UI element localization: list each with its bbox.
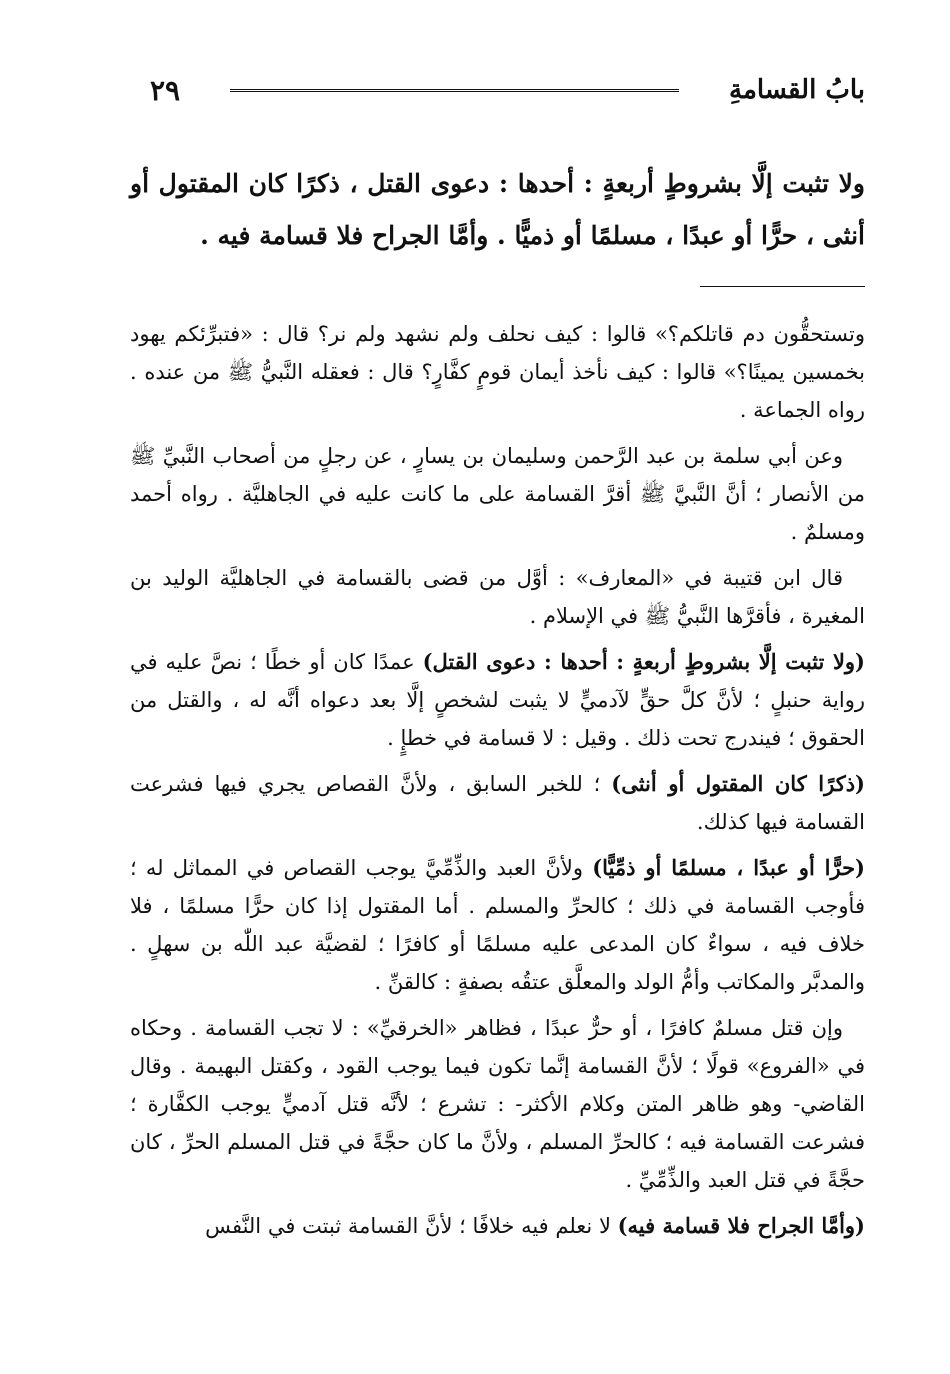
commentary-paragraph-5	[130, 765, 865, 841]
commentary-paragraph-1: وتستحقُّون دم قاتلكم؟» قالوا : كيف نحلف ولم نشهد ولم نر؟ قال : «فتبرِّئكم يهود بخمسين يمينًا؟» قالوا : كيف نأخذ أيمان قومٍ كفَّارٍ؟ قال : فعقله النَّبيُّ ﷺ من عنده . رواه الجماعة .	[130, 322, 865, 422]
matn-text: ولا تثبت إلَّا بشروطٍ أربعةٍ : أحدها : دعوى القتل ، ذكرًا كان المقتول أو أنثى ، حرًّا أو عبدًا ، مسلمًا أو ذميًّا . وأمَّا الجراح فلا قسامة فيه .	[130, 169, 865, 250]
quoted-matn: (ولا تثبت إلَّا بشروطٍ أربعةٍ : أحدها : دعوى القتل)	[422, 649, 865, 674]
quoted-matn: (حرًّا أو عبدًا ، مسلمًا أو ذمِّيًّا)	[592, 855, 865, 880]
commentary-paragraph-7: وإن قتل مسلمٌ كافرًا ، أو حرٌّ عبدًا ، فظاهر «الخرقيِّ» : لا تجب القسامة . وحكاه في «الفروع» قولًا ؛ لأنَّ القسامة إنَّما تكون فيما يوجب القود ، وكقتل البهيمة . وقال القاضي- وهو ظاهر المتن وكلام الأكثر- : تشرع ؛ لأنَّه قتل آدميٍّ يوجب الكفَّارة ؛ فشرعت القسامة فيه ؛ كالحرِّ المسلم ، ولأنَّ ما كان حجَّةً في قتل المسلم الحرِّ ، كان حجَّةً في قتل العبد والذِّمِّيِّ .	[130, 1016, 865, 1192]
footnote-separator	[700, 286, 865, 287]
commentary-paragraph-4	[130, 643, 865, 757]
commentary	[130, 315, 865, 1253]
running-title: بابُ القسامةِ	[729, 75, 865, 105]
header-rule	[230, 89, 679, 92]
quoted-matn: (وأمَّا الجراح فلا قسامة فيه)	[617, 1213, 865, 1238]
quoted-matn: (ذكرًا كان المقتول أو أنثى)	[611, 771, 865, 796]
commentary-paragraph-8	[130, 1207, 865, 1245]
paragraph-text: عمدًا كان أو خطًا ؛ نصَّ عليه في رواية حنبلٍ ؛ لأنَّ كلَّ حقٍّ لآدميٍّ لا يثبت لشخصٍ إلَّا بعد دعواه أنَّه له ، والقتل من الحقوق ؛ فيندرج تحت ذلك . وقيل : لا قسامة في خطإٍ .	[130, 650, 865, 750]
page-header	[150, 70, 865, 110]
paragraph-text: ؛ للخبر السابق ، ولأنَّ القصاص يجري فيها فشرعت القسامة فيها كذلك.	[130, 772, 865, 834]
paragraph-text: لا نعلم فيه خلافًا ؛ لأنَّ القسامة ثبتت في النَّفس	[205, 1214, 618, 1238]
commentary-paragraph-6	[130, 849, 865, 1001]
page-number: ٢٩	[150, 73, 181, 107]
commentary-paragraph-2: وعن أبي سلمة بن عبد الرَّحمن وسليمان بن يسارٍ ، عن رجلٍ من أصحاب النَّبيِّ ﷺ من الأنصار ؛ أنَّ النَّبيَّ ﷺ أقرَّ القسامة على ما كانت عليه في الجاهليَّة . رواه أحمد ومسلمٌ .	[130, 444, 865, 544]
commentary-paragraph-3: قال ابن قتيبة في «المعارف» : أوَّل من قضى بالقسامة في الجاهليَّة الوليد بن المغيرة ، فأقرَّها النَّبيُّ ﷺ في الإسلام .	[130, 566, 865, 628]
paragraph-text: ولأنَّ العبد والذِّمِّيَّ يوجب القصاص في المماثل له ؛ فأوجب القسامة في ذلك ؛ كالحرِّ والمسلم . أما المقتول إذا كان حرًّا مسلمًا ، فلا خلاف فيه ، سواءٌ كان المدعى عليه مسلمًا أو كافرًا ؛ لقضيَّة عبد اللّٰه بن سهلٍ . والمدبَّر والمكاتب وأمُّ الولد والمعلَّق عتقُه بصفةٍ : كالقنِّ .	[130, 856, 865, 994]
